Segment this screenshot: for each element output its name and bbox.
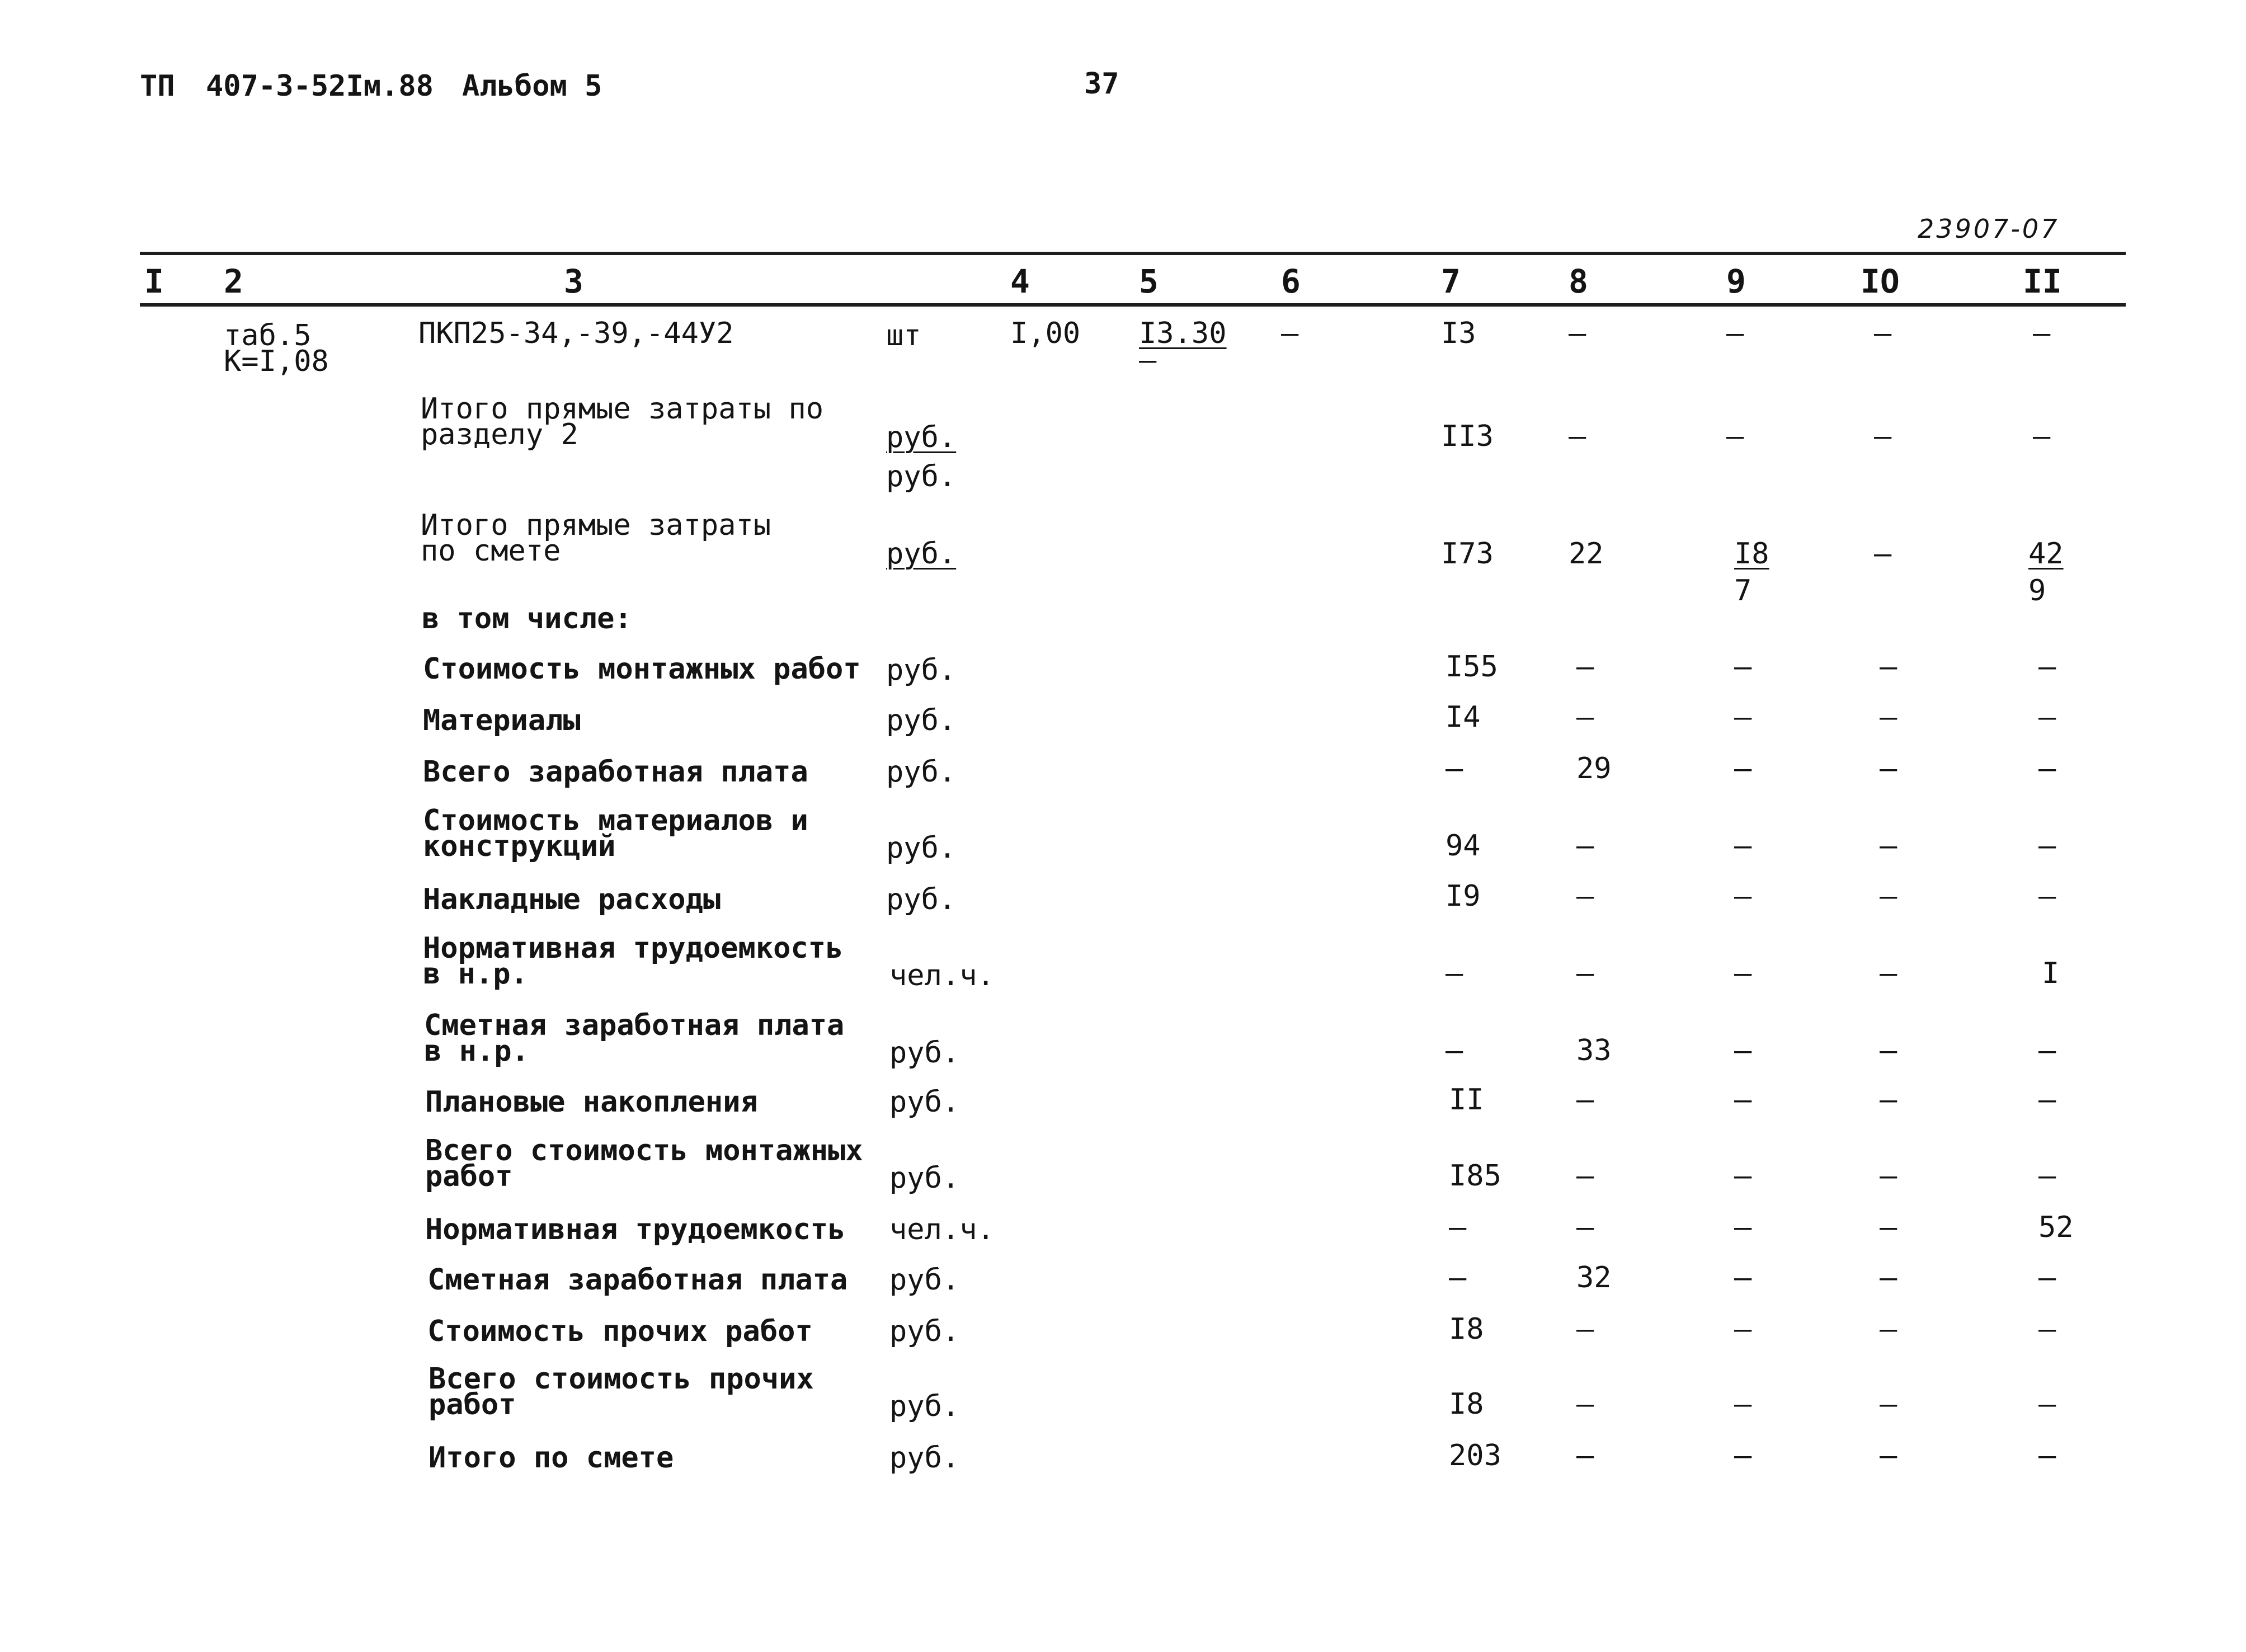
cell-col10: –: [1880, 879, 1897, 913]
row-label: Нормативная трудоемкость в н.р.: [423, 931, 844, 991]
table-header-rule: [140, 303, 2126, 307]
column-header: 7: [1441, 262, 1461, 300]
cell-col10: –: [1880, 752, 1897, 785]
cell-col10: –: [1874, 420, 1892, 453]
cell-col11-sub: 9: [2028, 574, 2046, 608]
cell-col9: –: [1734, 1387, 1752, 1421]
cell-col7: 94: [1445, 829, 1481, 863]
cell-col11: –: [2038, 1034, 2056, 1067]
cell-unit: чел.ч.: [889, 959, 995, 992]
cell-col9: –: [1734, 1211, 1752, 1244]
including-label: в том числе:: [422, 602, 632, 636]
row-label: Итого прямые затраты по смете: [421, 509, 771, 568]
cell-unit: руб.: [889, 1036, 960, 1070]
row-label: Итого прямые затраты по разделу 2: [421, 392, 824, 451]
cell-col11: –: [2033, 317, 2051, 350]
cell-col9: –: [1734, 700, 1752, 734]
cell-col8: 32: [1576, 1261, 1612, 1295]
cell-col7: II: [1449, 1083, 1484, 1117]
cell-qty: I,00: [1010, 317, 1081, 350]
cell-col9: –: [1734, 752, 1752, 785]
cell-col10: –: [1880, 1387, 1897, 1421]
row-label: Стоимость прочих работ: [427, 1315, 813, 1348]
cell-col9: –: [1734, 1439, 1752, 1472]
cell-col10: –: [1874, 537, 1892, 571]
cell-col7: I9: [1445, 879, 1481, 913]
cell-col8: –: [1576, 1159, 1594, 1193]
cell-col9: –: [1734, 879, 1752, 913]
cell-col9: –: [1734, 1312, 1752, 1346]
cell-col10: –: [1880, 1083, 1897, 1117]
cell-price-sub: –: [1139, 343, 1157, 377]
row-label: Накладные расходы: [423, 883, 721, 916]
doc-header-code: ТП: [140, 69, 175, 103]
cell-col9: –: [1734, 829, 1752, 863]
cell-col11: 42: [2028, 537, 2064, 571]
cell-col8: –: [1576, 957, 1594, 990]
cell-col11: –: [2038, 1261, 2056, 1295]
cell-unit: руб.: [886, 421, 957, 454]
cell-unit: руб.: [886, 704, 957, 737]
cell-col7: –: [1445, 752, 1463, 785]
row-label: Сметная заработная плата: [427, 1263, 848, 1297]
doc-header-number: 407-3-52Iм.88: [206, 69, 434, 103]
cell-col9: –: [1734, 650, 1752, 684]
table-top-rule: [140, 252, 2126, 255]
cell-col8: –: [1576, 700, 1594, 734]
cell-unit: руб.: [886, 831, 957, 865]
doc-header-album: Альбом 5: [462, 69, 602, 103]
row-label: Стоимость монтажных работ: [423, 652, 861, 686]
cell-col7: I3: [1441, 317, 1476, 350]
cell-col7: –: [1445, 1034, 1463, 1067]
cell-col8: –: [1576, 1439, 1594, 1472]
cell-unit: руб.: [889, 1161, 960, 1195]
handwritten-reference: 23907-07: [1918, 214, 2060, 244]
cell-col11: 52: [2038, 1211, 2074, 1244]
cell-col11: –: [2033, 420, 2051, 453]
cell-col7: I8: [1449, 1387, 1484, 1421]
cell-col9: –: [1734, 1159, 1752, 1193]
row-label: Стоимость материалов и конструкций: [423, 804, 808, 863]
cell-unit: шт: [886, 319, 921, 352]
cell-col11: I: [2042, 957, 2060, 990]
cell-col8: 29: [1576, 752, 1612, 785]
cell-unit: руб.: [889, 1315, 960, 1348]
cell-col10: –: [1880, 1159, 1897, 1193]
cell-col7: 203: [1449, 1439, 1501, 1472]
cell-col8: 22: [1569, 537, 1604, 571]
cell-col8: –: [1576, 879, 1594, 913]
cell-price: I3.30: [1139, 317, 1227, 350]
cell-col9: –: [1734, 1261, 1752, 1295]
cell-unit: руб.: [889, 1441, 960, 1475]
column-header: 6: [1281, 262, 1301, 300]
table-coefficient: К=I,08: [224, 345, 329, 378]
cell-col11: –: [2038, 1312, 2056, 1346]
cell-col9: I8: [1734, 537, 1769, 571]
cell-unit: руб.: [889, 1390, 960, 1423]
cell-col8: –: [1576, 829, 1594, 863]
cell-col10: –: [1874, 317, 1892, 350]
cell-col7: I8: [1449, 1312, 1484, 1346]
cell-col11: –: [2038, 1439, 2056, 1472]
cell-col11: –: [2038, 650, 2056, 684]
cell-col9: –: [1734, 957, 1752, 990]
cell-col10: –: [1880, 1312, 1897, 1346]
cell-col9: –: [1734, 1083, 1752, 1117]
cell-unit: руб.: [889, 1263, 960, 1297]
cell-unit: чел.ч.: [889, 1213, 995, 1246]
cell-col9: –: [1734, 1034, 1752, 1067]
cell-col10: –: [1880, 700, 1897, 734]
cell-col8: –: [1576, 1211, 1594, 1244]
row-label: Итого по смете: [429, 1441, 674, 1475]
cell-col7: –: [1449, 1261, 1467, 1295]
cell-col11: –: [2038, 879, 2056, 913]
cell-col8: –: [1576, 1312, 1594, 1346]
column-header: 5: [1139, 262, 1159, 300]
cell-col7: I73: [1441, 537, 1494, 571]
cell-col9-sub: 7: [1734, 574, 1752, 608]
cell-unit: руб.: [889, 1085, 960, 1119]
cell-col8: –: [1576, 1387, 1594, 1421]
cell-col8: –: [1576, 650, 1594, 684]
cell-col11: –: [2038, 1083, 2056, 1117]
cell-col8: –: [1569, 317, 1586, 350]
page-number: 37: [1084, 67, 1119, 101]
cell-unit: руб.: [886, 653, 957, 687]
cell-unit: руб.: [886, 755, 957, 789]
cell-unit: руб.: [886, 883, 957, 916]
row-label: Сметная заработная плата в н.р.: [424, 1009, 845, 1068]
cell-col8: –: [1576, 1083, 1594, 1117]
cell-col10: –: [1880, 650, 1897, 684]
cell-col10: –: [1880, 1439, 1897, 1472]
cell-col7: –: [1449, 1211, 1467, 1244]
cell-col8: 33: [1576, 1034, 1612, 1067]
column-header: IO: [1861, 262, 1900, 300]
cell-col10: –: [1880, 1261, 1897, 1295]
cell-unit: руб.: [886, 460, 957, 493]
cell-col7: II3: [1441, 420, 1494, 453]
cell-col10: –: [1880, 829, 1897, 863]
row-label: Всего стоимость прочих работ: [429, 1362, 814, 1422]
cell-col11: –: [2038, 1159, 2056, 1193]
row-label: Всего заработная плата: [423, 755, 808, 789]
cell-col8: –: [1569, 420, 1586, 453]
column-header: 8: [1569, 262, 1588, 300]
cell-col11: –: [2038, 700, 2056, 734]
cell-col11: –: [2038, 752, 2056, 785]
cell-col7: I4: [1445, 700, 1481, 734]
cell-col7: I85: [1449, 1159, 1501, 1193]
column-header: 9: [1726, 262, 1746, 300]
column-header: I: [144, 262, 164, 300]
cell-col10: –: [1880, 957, 1897, 990]
cell-col10: –: [1880, 1211, 1897, 1244]
column-header: II: [2023, 262, 2062, 300]
column-header: 3: [564, 262, 583, 300]
cell-col11: –: [2038, 829, 2056, 863]
item-name: ПКП25-34,-39,-44У2: [418, 317, 734, 350]
cell-col9: –: [1726, 420, 1744, 453]
cell-col9: –: [1726, 317, 1744, 350]
column-header: 4: [1010, 262, 1030, 300]
cell-unit: руб.: [886, 537, 957, 571]
row-label: Плановые накопления: [425, 1085, 758, 1119]
row-label: Всего стоимость монтажных работ: [425, 1134, 863, 1193]
cell-col7: –: [1445, 957, 1463, 990]
cell-col6: –: [1281, 317, 1299, 350]
column-header: 2: [224, 262, 243, 300]
table-reference: таб.5: [224, 319, 312, 352]
row-label: Материалы: [423, 704, 581, 737]
row-label: Нормативная трудоемкость: [425, 1213, 846, 1246]
cell-col7: I55: [1445, 650, 1498, 684]
cell-col10: –: [1880, 1034, 1897, 1067]
cell-col11: –: [2038, 1387, 2056, 1421]
